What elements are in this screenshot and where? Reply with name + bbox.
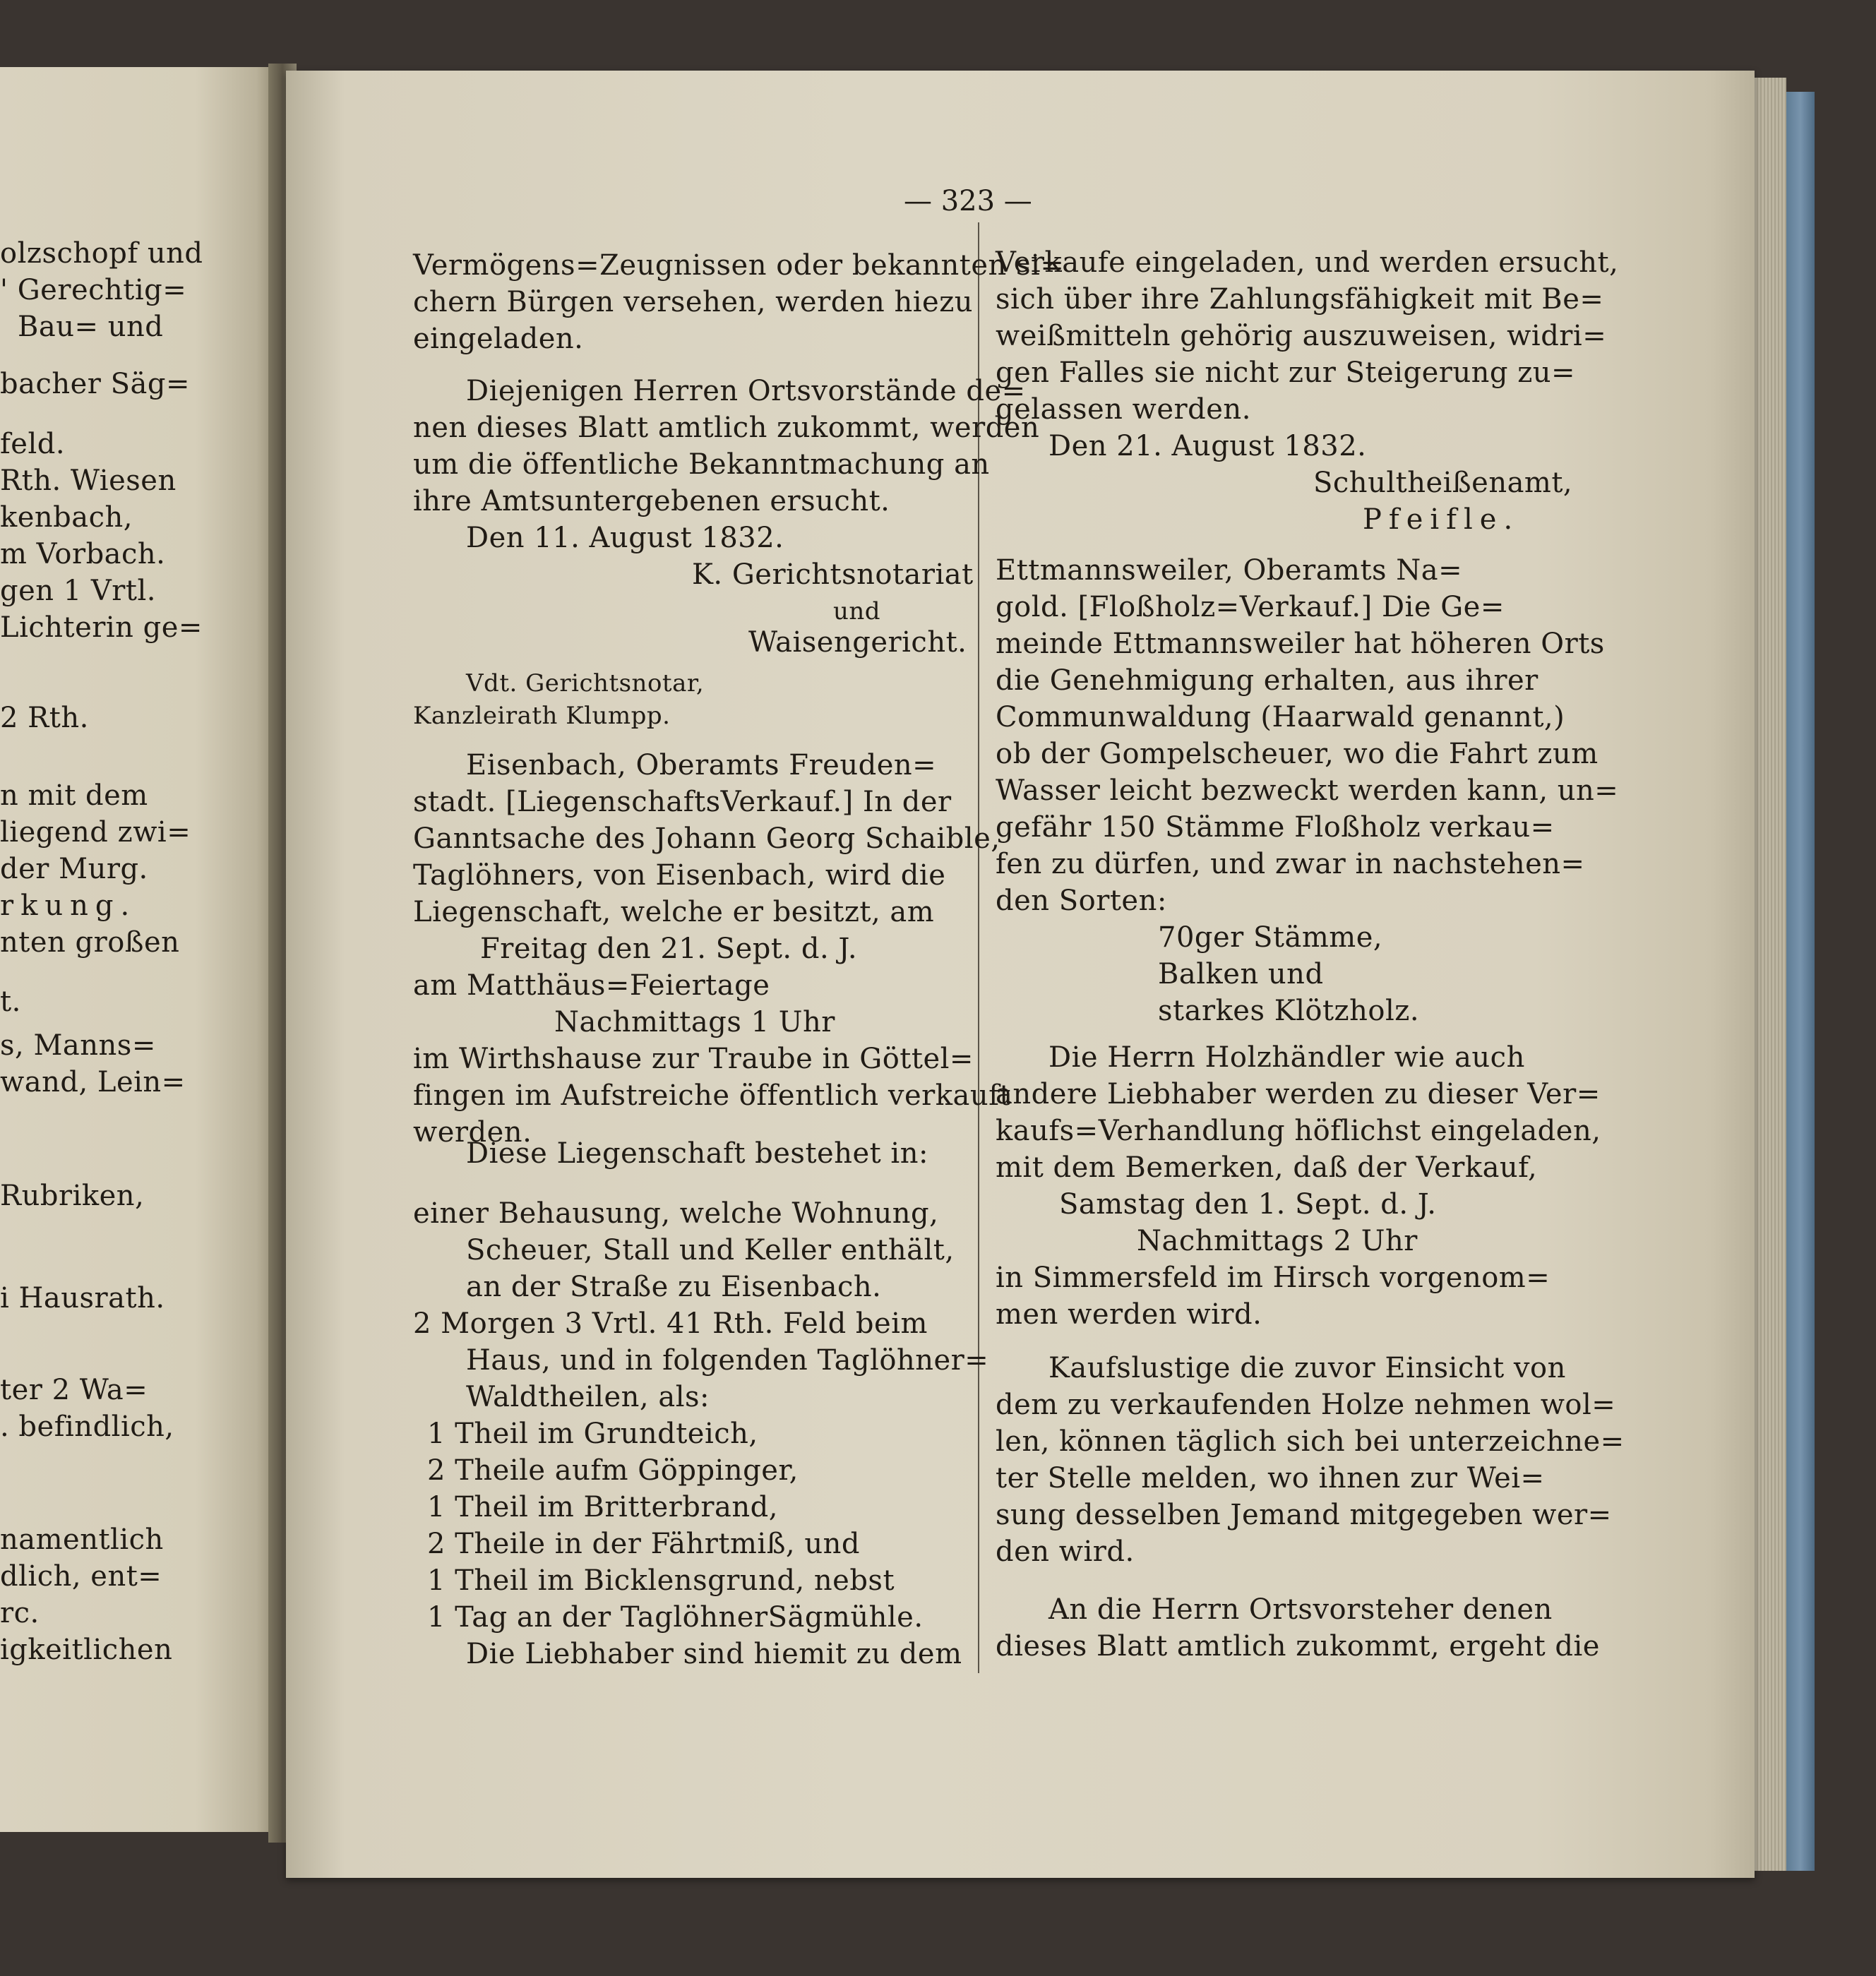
col1-line: Den 11. August 1832. <box>466 522 784 554</box>
left-line: olzschopf und <box>0 237 203 270</box>
col2-line: sung desselben Jemand mitgegeben wer= <box>996 1499 1612 1531</box>
col1-line: Kanzleirath Klumpp. <box>413 702 671 730</box>
col2-line: Schultheißenamt, <box>1313 467 1573 499</box>
col1-line: 1 Theil im Britterbrand, <box>427 1491 778 1523</box>
col1-line: werden. <box>413 1116 532 1149</box>
col1-line: 2 Morgen 3 Vrtl. 41 Rth. Feld beim <box>413 1307 928 1340</box>
col2-line: die Genehmigung erhalten, aus ihrer <box>996 664 1539 697</box>
col1-line: Haus, und in folgenden Taglöhner= <box>466 1344 989 1377</box>
col1-line: Ganntsache des Johann Georg Schaible, <box>413 822 1000 855</box>
col1-line: Vermögens=Zeugnissen oder bekannten si= <box>413 249 1065 282</box>
col2-line: Communwaldung (Haarwald genannt,) <box>996 701 1565 733</box>
col2-line: dem zu verkaufenden Holze nehmen wol= <box>996 1389 1616 1421</box>
col1-line: um die öffentliche Bekanntmachung an <box>413 448 990 481</box>
left-line: . befindlich, <box>0 1411 174 1443</box>
col2-line: Die Herrn Holzhändler wie auch <box>1048 1041 1525 1074</box>
left-line: Bau= und <box>18 311 164 343</box>
left-line: der Murg. <box>0 853 148 885</box>
col1-line: einer Behausung, welche Wohnung, <box>413 1197 939 1230</box>
col2-line: gelassen werden. <box>996 393 1251 426</box>
col2-line: Kaufslustige die zuvor Einsicht von <box>1048 1352 1566 1384</box>
col1-line: chern Bürgen versehen, werden hiezu <box>413 286 974 318</box>
col1-line: am Matthäus=Feiertage <box>413 969 770 1002</box>
left-line: Rth. Wiesen <box>0 465 177 497</box>
left-line: nten großen <box>0 926 180 959</box>
col2-line: men werden wird. <box>996 1298 1262 1331</box>
col1-line: im Wirthshause zur Traube in Göttel= <box>413 1043 974 1075</box>
col2-line: Wasser leicht bezweckt werden kann, un= <box>996 774 1619 807</box>
col2-line: Nachmittags 2 Uhr <box>1137 1225 1418 1257</box>
col2-line: Den 21. August 1832. <box>1048 430 1367 462</box>
col2-line: Samstag den 1. Sept. d. J. <box>1059 1188 1437 1221</box>
left-line: Rubriken, <box>0 1180 145 1212</box>
left-line: n mit dem <box>0 779 148 812</box>
col2-line: 70ger Stämme, <box>1158 921 1383 954</box>
col1-line: 1 Tag an der TaglöhnerSägmühle. <box>427 1601 924 1634</box>
col2-line: fen zu dürfen, und zwar in nachstehen= <box>996 848 1585 880</box>
left-line: ter 2 Wa= <box>0 1374 148 1406</box>
col2-line: gold. [Floßholz=Verkauf.] Die Ge= <box>996 591 1505 623</box>
left-line: ' Gerechtig= <box>0 274 187 306</box>
col1-line: Taglöhners, von Eisenbach, wird die <box>413 859 946 892</box>
col2-line: den Sorten: <box>996 885 1167 917</box>
book-cover-edge <box>1786 92 1815 1871</box>
col1-line: fingen im Aufstreiche öffentlich verkauft <box>413 1079 1012 1112</box>
left-line: Lichterin ge= <box>0 611 203 644</box>
col1-line: Waldtheilen, als: <box>466 1381 710 1413</box>
left-line: rc. <box>0 1597 40 1629</box>
left-line: feld. <box>0 428 66 460</box>
left-line: wand, Lein= <box>0 1066 186 1098</box>
col1-line: stadt. [LiegenschaftsVerkauf.] In der <box>413 786 952 818</box>
col1-line: 1 Theil im Bicklensgrund, nebst <box>427 1564 895 1597</box>
col2-line: dieses Blatt amtlich zukommt, ergeht die <box>996 1630 1600 1663</box>
col1-line: eingeladen. <box>413 323 584 355</box>
left-line: rkung. <box>0 890 137 922</box>
left-line: 2 Rth. <box>0 702 89 734</box>
col2-line: starkes Klötzholz. <box>1158 995 1420 1027</box>
page-number: — 323 — <box>904 185 1032 217</box>
col1-line: Diejenigen Herren Ortsvorstände de= <box>466 375 1026 407</box>
left-line: t. <box>0 986 21 1018</box>
left-line: kenbach, <box>0 501 133 534</box>
col2-line: Balken und <box>1158 958 1324 990</box>
col2-line: gen Falles sie nicht zur Steigerung zu= <box>996 357 1576 389</box>
left-page <box>0 67 279 1832</box>
col1-line: Vdt. Gerichtsnotar, <box>466 669 705 697</box>
col2-line: mit dem Bemerken, daß der Verkauf, <box>996 1151 1538 1184</box>
left-line: namentlich <box>0 1523 164 1556</box>
col1-line: Nachmittags 1 Uhr <box>554 1006 835 1038</box>
col1-line: K. Gerichtsnotariat <box>692 558 974 591</box>
col1-line: Liegenschaft, welche er besitzt, am <box>413 896 935 928</box>
col1-line: Eisenbach, Oberamts Freuden= <box>466 749 937 782</box>
col1-line: 2 Theile aufm Göppinger, <box>427 1454 799 1487</box>
col1-line: Die Liebhaber sind hiemit zu dem <box>466 1638 962 1670</box>
col2-line: len, können täglich sich bei unterzeichne= <box>996 1425 1625 1458</box>
col2-line: weißmitteln gehörig auszuweisen, widri= <box>996 320 1607 352</box>
col1-line: an der Straße zu Eisenbach. <box>466 1271 882 1303</box>
col2-line: sich über ihre Zahlungsfähigkeit mit Be= <box>996 283 1604 316</box>
col2-line: Ettmannsweiler, Oberamts Na= <box>996 554 1463 587</box>
col1-line: Freitag den 21. Sept. d. J. <box>480 933 858 965</box>
col1-line: 1 Theil im Grundteich, <box>427 1418 758 1450</box>
left-line: gen 1 Vrtl. <box>0 575 157 607</box>
col2-line: kaufs=Verhandlung höflichst eingeladen, <box>996 1115 1601 1147</box>
col1-line: Waisengericht. <box>748 626 967 659</box>
col1-line: Scheuer, Stall und Keller enthält, <box>466 1234 955 1267</box>
left-line: i Hausrath. <box>0 1282 165 1315</box>
left-line: dlich, ent= <box>0 1560 162 1593</box>
col2-line: meinde Ettmannsweiler hat höheren Orts <box>996 628 1605 660</box>
col1-line: 2 Theile in der Fährtmiß, und <box>427 1528 860 1560</box>
col2-line: ter Stelle melden, wo ihnen zur Wei= <box>996 1462 1545 1495</box>
col2-line: gefähr 150 Stämme Floßholz verkau= <box>996 811 1555 844</box>
col1-line: nen dieses Blatt amtlich zukommt, werden <box>413 412 1040 444</box>
left-line: s, Manns= <box>0 1029 156 1062</box>
col2-line: Verkaufe eingeladen, und werden ersucht, <box>996 246 1619 279</box>
col2-line: andere Liebhaber werden zu dieser Ver= <box>996 1078 1601 1110</box>
col1-line: Diese Liegenschaft bestehet in: <box>466 1137 928 1170</box>
col1-line: ihre Amtsuntergebenen ersucht. <box>413 485 890 517</box>
col2-line: in Simmersfeld im Hirsch vorgenom= <box>996 1262 1551 1294</box>
col2-line: ob der Gompelscheuer, wo die Fahrt zum <box>996 738 1599 770</box>
left-line: liegend zwi= <box>0 816 191 849</box>
col2-line: An die Herrn Ortsvorsteher denen <box>1048 1593 1553 1626</box>
left-line: igkeitlichen <box>0 1634 173 1666</box>
left-line: m Vorbach. <box>0 538 166 570</box>
left-line: bacher Säg= <box>0 368 190 400</box>
col1-line: und <box>833 597 881 625</box>
col2-line: den wird. <box>996 1535 1135 1568</box>
col2-line: Pfeifle. <box>1363 503 1520 536</box>
